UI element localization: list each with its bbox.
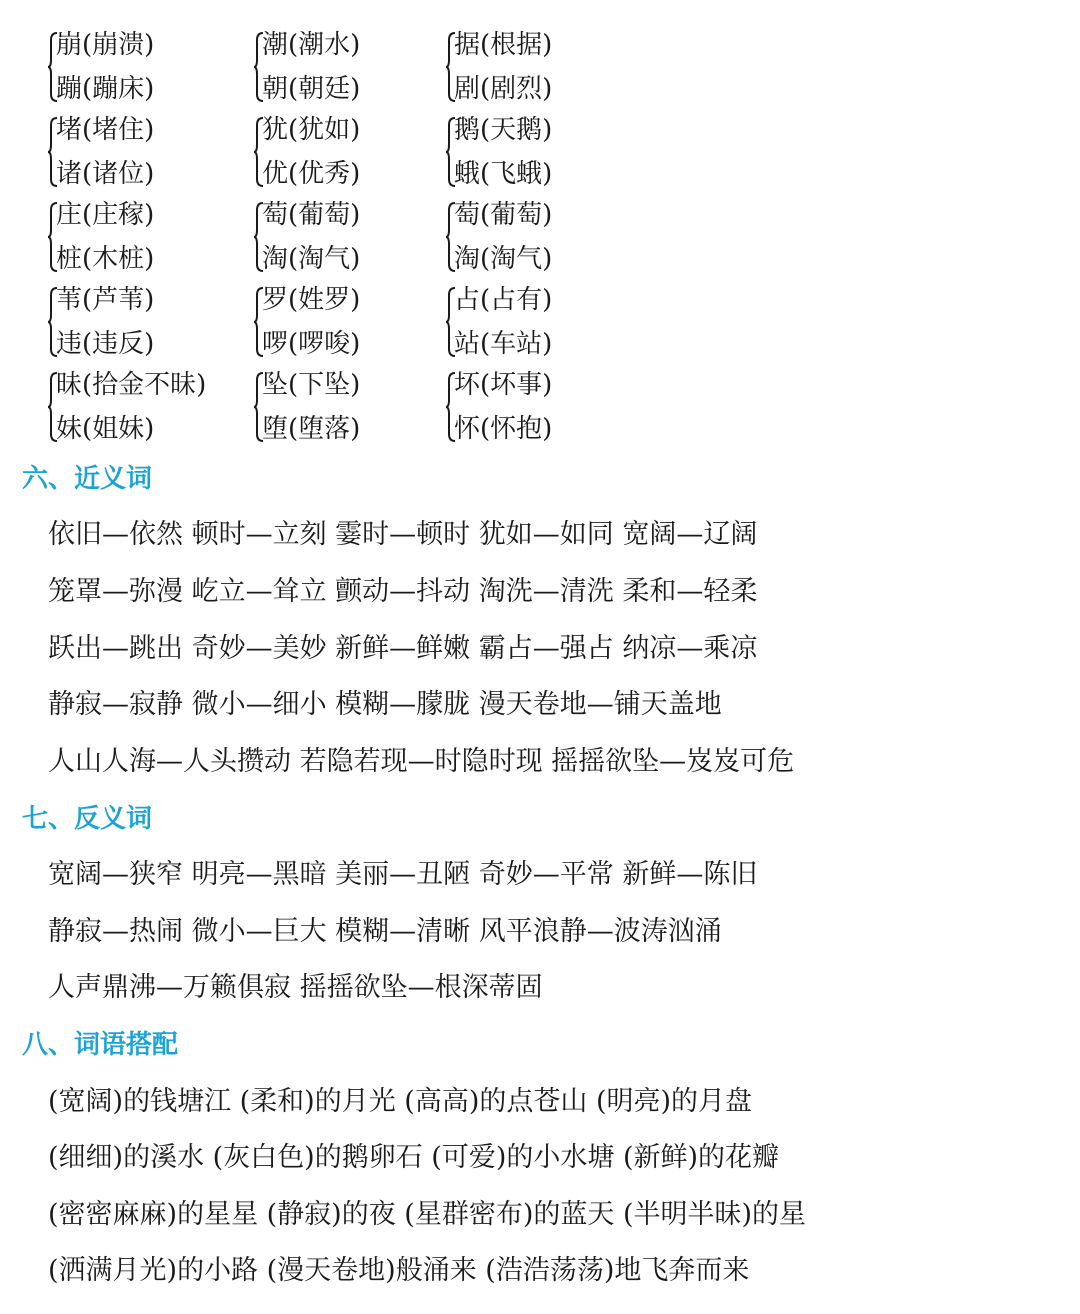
char-group: [48, 368, 248, 446]
char-word-bottom: 诸(诸位): [56, 159, 155, 189]
char-word-top: 萄(葡萄): [262, 200, 361, 230]
char-word-top: 庄(庄稼): [56, 200, 155, 230]
collocation-line: (洒满月光)的小路 (漫天卷地)般涌来 (浩浩荡荡)地飞奔而来: [48, 1255, 750, 1286]
char-group: [446, 28, 646, 106]
char-group: [254, 283, 454, 361]
synonym-line: 人山人海—人头攒动 若隐若现—时隐时现 摇摇欲坠—岌岌可危: [48, 746, 795, 777]
char-group: [446, 198, 646, 276]
char-word-top: 崩(崩溃): [56, 30, 155, 60]
char-group: [446, 283, 646, 361]
char-word-top: 坠(下坠): [262, 370, 361, 400]
char-word-bottom: 朝(朝廷): [262, 74, 361, 104]
char-group: [254, 113, 454, 191]
collocation-line: (细细)的溪水 (灰白色)的鹅卵石 (可爱)的小水塘 (新鲜)的花瓣: [48, 1142, 780, 1173]
char-group: [48, 198, 248, 276]
char-word-bottom: 淘(淘气): [262, 244, 361, 274]
char-word-top: 堵(堵住): [56, 115, 155, 145]
synonym-line: 依旧—依然 顿时—立刻 霎时—顿时 犹如—如同 宽阔—辽阔: [48, 519, 758, 550]
char-word-top: 鹅(天鹅): [454, 115, 553, 145]
char-group: [254, 28, 454, 106]
char-group: [254, 368, 454, 446]
section-title-synonyms: 六、近义词: [22, 464, 153, 494]
char-word-bottom: 站(车站): [454, 329, 553, 359]
char-group: [446, 113, 646, 191]
collocation-line: (密密麻麻)的星星 (静寂)的夜 (星群密布)的蓝天 (半明半昧)的星: [48, 1199, 807, 1230]
char-word-top: 犹(犹如): [262, 115, 361, 145]
char-word-top: 罗(姓罗): [262, 285, 361, 315]
antonym-line: 宽阔—狭窄 明亮—黑暗 美丽—丑陋 奇妙—平常 新鲜—陈旧: [48, 859, 758, 890]
char-word-bottom: 蹦(蹦床): [56, 74, 155, 104]
char-word-bottom: 优(优秀): [262, 159, 361, 189]
char-word-bottom: 桩(木桩): [56, 244, 155, 274]
char-word-bottom: 剧(剧烈): [454, 74, 553, 104]
char-word-bottom: 淘(淘气): [454, 244, 553, 274]
polyphone-groups: [0, 0, 1080, 460]
char-word-bottom: 违(违反): [56, 329, 155, 359]
char-word-bottom: 啰(啰唆): [262, 329, 361, 359]
char-word-top: 坏(坏事): [454, 370, 553, 400]
synonym-line: 跃出—跳出 奇妙—美妙 新鲜—鲜嫩 霸占—强占 纳凉—乘凉: [48, 633, 758, 664]
collocation-line: (宽阔)的钱塘江 (柔和)的月光 (高高)的点苍山 (明亮)的月盘: [48, 1086, 753, 1117]
char-group: [48, 28, 248, 106]
synonym-line: 静寂—寂静 微小—细小 模糊—朦胧 漫天卷地—铺天盖地: [48, 689, 722, 720]
section-title-collocations: 八、词语搭配: [22, 1030, 179, 1060]
synonym-line: 笼罩—弥漫 屹立—耸立 颤动—抖动 淘洗—清洗 柔和—轻柔: [48, 576, 758, 607]
antonym-line: 静寂—热闹 微小—巨大 模糊—清晰 风平浪静—波涛汹涌: [48, 916, 722, 947]
char-group: [48, 113, 248, 191]
char-word-bottom: 怀(怀抱): [454, 414, 553, 444]
char-word-bottom: 妹(姐妹): [56, 414, 155, 444]
char-group: [446, 368, 646, 446]
char-word-top: 潮(潮水): [262, 30, 361, 60]
char-word-top: 昧(拾金不昧): [56, 370, 207, 400]
antonym-line: 人声鼎沸—万籁俱寂 摇摇欲坠—根深蒂固: [48, 972, 543, 1003]
char-word-bottom: 堕(堕落): [262, 414, 361, 444]
char-word-top: 据(根据): [454, 30, 553, 60]
char-word-top: 苇(芦苇): [56, 285, 155, 315]
char-word-bottom: 蛾(飞蛾): [454, 159, 553, 189]
char-word-top: 萄(葡萄): [454, 200, 553, 230]
section-title-antonyms: 七、反义词: [22, 804, 153, 834]
char-group: [48, 283, 248, 361]
char-group: [254, 198, 454, 276]
char-word-top: 占(占有): [454, 285, 553, 315]
